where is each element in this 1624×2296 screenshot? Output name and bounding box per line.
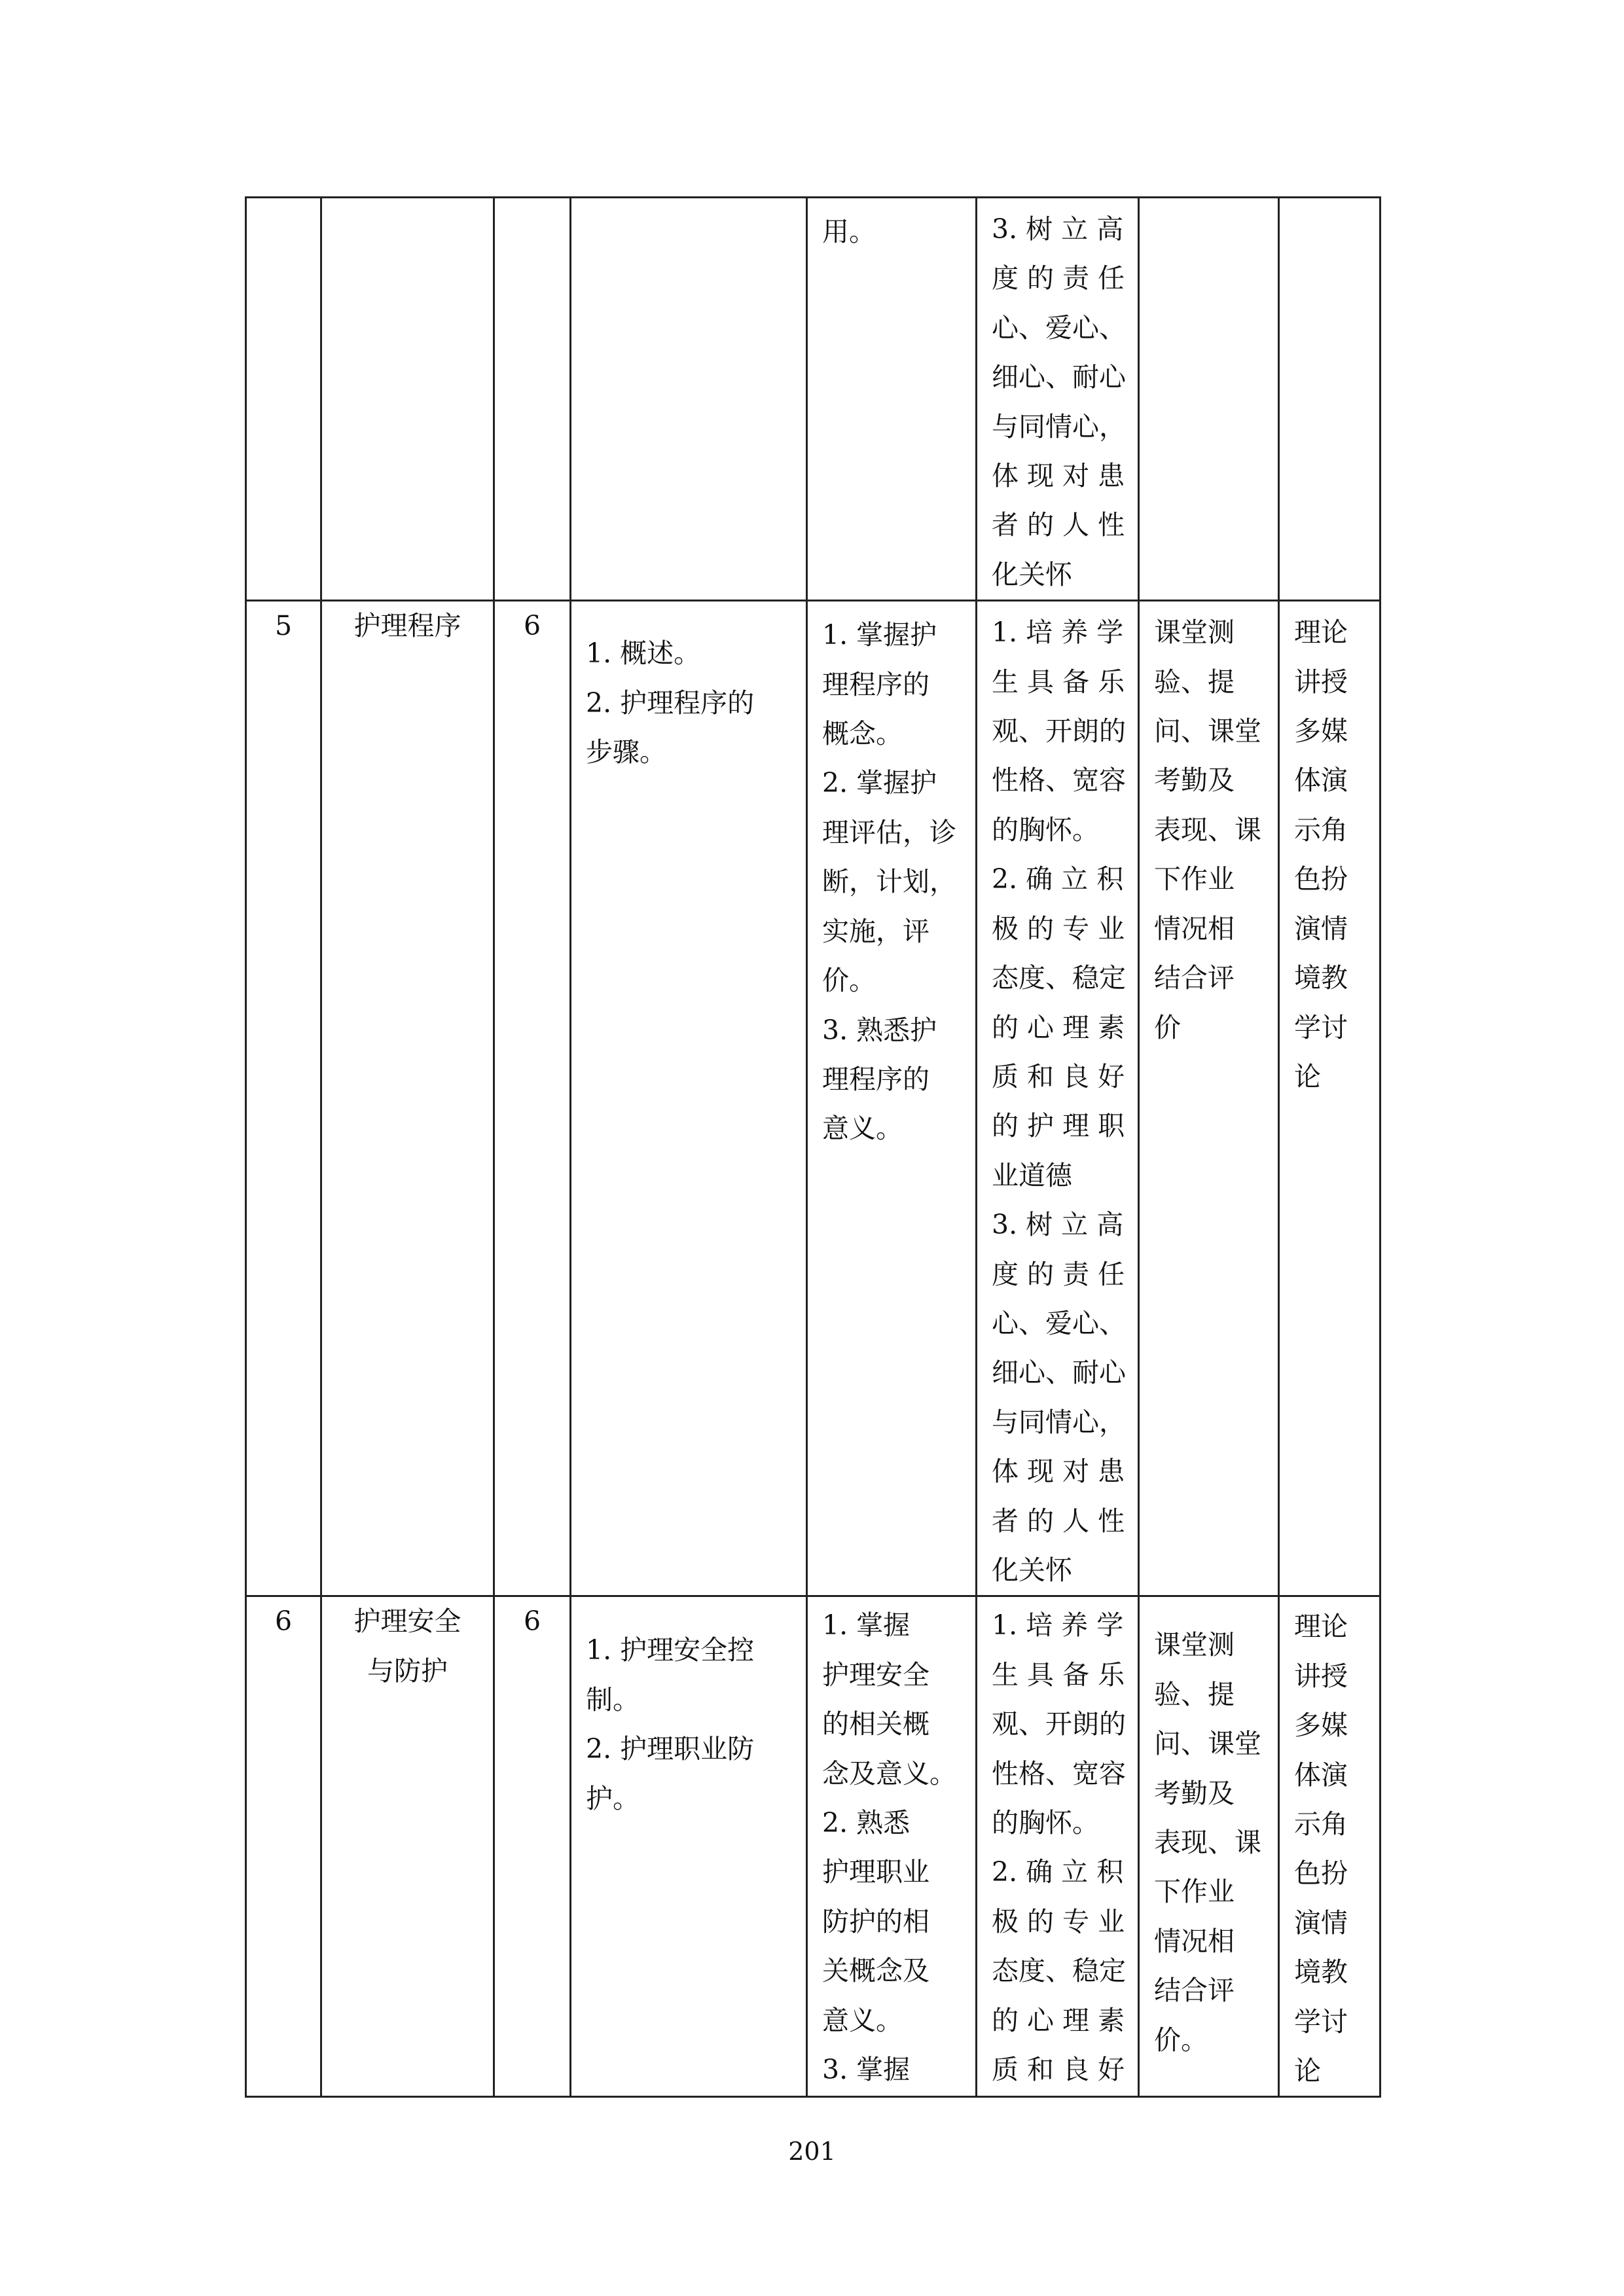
cell-line: 价。 [822, 965, 876, 997]
cell-line: 价 [1154, 1011, 1181, 1043]
cell-line: 生 具 备 乐 [992, 1659, 1125, 1691]
cell-teaching-content [571, 601, 807, 1596]
cell-teaching-method [1279, 1596, 1380, 2097]
cell-line: 境教 [1294, 962, 1348, 994]
cell-line: 的胸怀。 [992, 1807, 1099, 1839]
cell-number-text: 6 [274, 1605, 293, 1638]
cell-line: 课堂测 [1154, 617, 1235, 649]
cell-line: 1. 概述。 [586, 637, 701, 670]
cell-line: 性格、宽容 [992, 764, 1126, 797]
cell-line: 护理安全 [822, 1659, 929, 1691]
cell-line: 情况相 [1154, 1925, 1235, 1957]
cell-line: 护理程序 [353, 610, 461, 642]
table-row [246, 601, 1380, 1596]
cell-line: 的 心 理 素 [992, 1011, 1125, 1043]
cell-line: 3. 树 立 高 [992, 1209, 1124, 1241]
cell-line: 理程序的 [822, 1063, 929, 1095]
cell-line: 课堂测 [1154, 1629, 1235, 1661]
cell-line: 验、提 [1154, 666, 1235, 698]
table-body [246, 198, 1380, 2097]
cell-line: 度 的 责 任 [992, 262, 1125, 295]
cell-teaching-content [571, 1596, 807, 2097]
cell-line: 色扮 [1294, 863, 1348, 895]
cell-line: 体 现 对 患 [992, 460, 1125, 492]
page-number: 201 [788, 2137, 836, 2166]
cell-line: 的相关概 [822, 1708, 929, 1740]
cell-line: 2. 确 立 积 [992, 1856, 1124, 1888]
cell-line: 生 具 备 乐 [992, 666, 1125, 698]
cell-line: 表现、课 [1154, 1827, 1261, 1858]
cell-quality-goal [977, 198, 1139, 601]
cell-line: 护理安全 [353, 1605, 461, 1638]
cell-line: 问、课堂 [1154, 715, 1261, 747]
cell-teaching-requirement [807, 1596, 977, 2097]
cell-line: 1. 掌握护 [822, 619, 937, 651]
cell-number [246, 1596, 321, 2097]
cell-line: 质 和 良 好 [992, 1060, 1125, 1092]
cell-line: 的 护 理 职 [992, 1110, 1125, 1142]
cell-line: 情况相 [1154, 912, 1235, 944]
cell-line: 护理职业 [822, 1856, 929, 1888]
cell-line: 示角 [1294, 814, 1348, 846]
cell-line: 2. 掌握护 [822, 767, 937, 799]
cell-assessment [1139, 1596, 1279, 2097]
cell-line: 意义。 [822, 2004, 903, 2036]
cell-assessment [1139, 198, 1279, 601]
cell-line: 3. 掌握 [822, 2054, 911, 2086]
cell-hours [494, 1596, 571, 2097]
cell-line: 下作业 [1154, 863, 1235, 895]
cell-line: 考勤及 [1154, 764, 1235, 797]
cell-line: 下作业 [1154, 1876, 1235, 1908]
cell-teaching-requirement [807, 601, 977, 1596]
cell-line: 1. 护理安全控 [586, 1634, 755, 1666]
cell-line: 细心、耐心 [992, 361, 1126, 393]
cell-line: 制。 [586, 1683, 640, 1715]
cell-line: 细心、耐心 [992, 1357, 1126, 1389]
cell-line: 护。 [586, 1782, 640, 1814]
cell-line: 3. 树 立 高 [992, 213, 1124, 245]
cell-line: 质 和 良 好 [992, 2054, 1125, 2086]
cell-line: 的 心 理 素 [992, 2004, 1125, 2036]
cell-line: 价。 [1154, 2024, 1208, 2056]
curriculum-table [245, 196, 1381, 2098]
cell-line: 2. 护理程序的 [586, 687, 755, 719]
cell-line: 验、提 [1154, 1678, 1235, 1710]
cell-line: 理论 [1294, 1611, 1348, 1643]
cell-line: 3. 熟悉护 [822, 1014, 937, 1046]
cell-teaching-method [1279, 198, 1380, 601]
cell-line: 考勤及 [1154, 1777, 1235, 1809]
cell-teaching-content [571, 198, 807, 601]
cell-line: 理论 [1294, 617, 1348, 649]
cell-line: 理评估，诊 [822, 816, 956, 848]
cell-line: 极 的 专 业 [992, 912, 1125, 944]
cell-line: 性格、宽容 [992, 1757, 1126, 1789]
cell-line: 结合评 [1154, 1975, 1235, 2007]
cell-line: 多媒 [1294, 1710, 1348, 1742]
cell-line: 1. 掌握 [822, 1609, 911, 1641]
cell-line: 演情 [1294, 912, 1348, 944]
cell-line: 体 现 对 患 [992, 1456, 1125, 1488]
cell-unit-title [321, 601, 494, 1596]
cell-line: 态度、稳定 [992, 962, 1126, 994]
cell-line: 体演 [1294, 1759, 1348, 1791]
cell-line: 2. 护理职业防 [586, 1733, 755, 1765]
cell-line: 者 的 人 性 [992, 1505, 1125, 1537]
cell-line: 2. 熟悉 [822, 1807, 911, 1839]
cell-hours-text: 6 [523, 1605, 541, 1638]
cell-line: 关概念及 [822, 1955, 929, 1987]
cell-assessment [1139, 601, 1279, 1596]
cell-number [246, 601, 321, 1596]
cell-line: 问、课堂 [1154, 1728, 1261, 1760]
cell-line: 念及意义。 [822, 1757, 956, 1789]
cell-teaching-requirement [807, 198, 977, 601]
cell-quality-goal [977, 601, 1139, 1596]
cell-quality-goal [977, 1596, 1139, 2097]
cell-line: 多媒 [1294, 715, 1348, 747]
cell-line: 概念。 [822, 718, 903, 750]
cell-line: 意义。 [822, 1113, 903, 1145]
cell-line: 步骤。 [586, 736, 666, 768]
cell-line: 观、开朗的 [992, 715, 1126, 747]
cell-unit-title [321, 198, 494, 601]
cell-line: 心、爱心、 [992, 1307, 1126, 1339]
cell-hours-text: 6 [523, 610, 541, 642]
cell-line: 学讨 [1294, 1011, 1348, 1043]
cell-line: 断，计划， [822, 866, 956, 898]
cell-line: 的胸怀。 [992, 814, 1099, 846]
cell-line: 与防护 [367, 1655, 448, 1687]
cell-line: 结合评 [1154, 962, 1235, 994]
cell-line: 讲授 [1294, 666, 1348, 698]
cell-line: 化关怀 [992, 558, 1072, 590]
cell-number [246, 198, 321, 601]
cell-line: 2. 确 立 积 [992, 863, 1124, 895]
cell-line: 表现、课 [1154, 814, 1261, 846]
cell-line: 心、爱心、 [992, 312, 1126, 344]
table-row [246, 198, 1380, 601]
cell-hours [494, 601, 571, 1596]
cell-line: 理程序的 [822, 668, 929, 700]
cell-hours [494, 198, 571, 601]
cell-line: 论 [1294, 2055, 1321, 2087]
cell-line: 度 的 责 任 [992, 1258, 1125, 1290]
cell-line: 示角 [1294, 1808, 1348, 1840]
cell-line: 化关怀 [992, 1554, 1072, 1586]
cell-line: 用。 [822, 216, 876, 247]
cell-line: 者 的 人 性 [992, 509, 1125, 541]
cell-line: 1. 培 养 学 [992, 617, 1124, 649]
cell-number-text: 5 [274, 610, 293, 642]
cell-unit-title [321, 1596, 494, 2097]
cell-teaching-method [1279, 601, 1380, 1596]
cell-line: 色扮 [1294, 1857, 1348, 1890]
cell-line: 学讨 [1294, 2005, 1348, 2037]
cell-line: 体演 [1294, 764, 1348, 797]
cell-line: 1. 培 养 学 [992, 1609, 1124, 1641]
table-row [246, 1596, 1380, 2097]
cell-line: 演情 [1294, 1907, 1348, 1939]
cell-line: 讲授 [1294, 1660, 1348, 1692]
cell-line: 境教 [1294, 1956, 1348, 1988]
cell-line: 观、开朗的 [992, 1708, 1126, 1740]
cell-line: 态度、稳定 [992, 1955, 1126, 1987]
cell-line: 防护的相 [822, 1905, 929, 1937]
cell-line: 业道德 [992, 1159, 1072, 1191]
cell-line: 实施，评 [822, 915, 929, 947]
cell-line: 与同情心， [992, 410, 1126, 442]
cell-line: 与同情心， [992, 1406, 1126, 1438]
cell-line: 论 [1294, 1060, 1321, 1092]
cell-line: 极 的 专 业 [992, 1905, 1125, 1937]
